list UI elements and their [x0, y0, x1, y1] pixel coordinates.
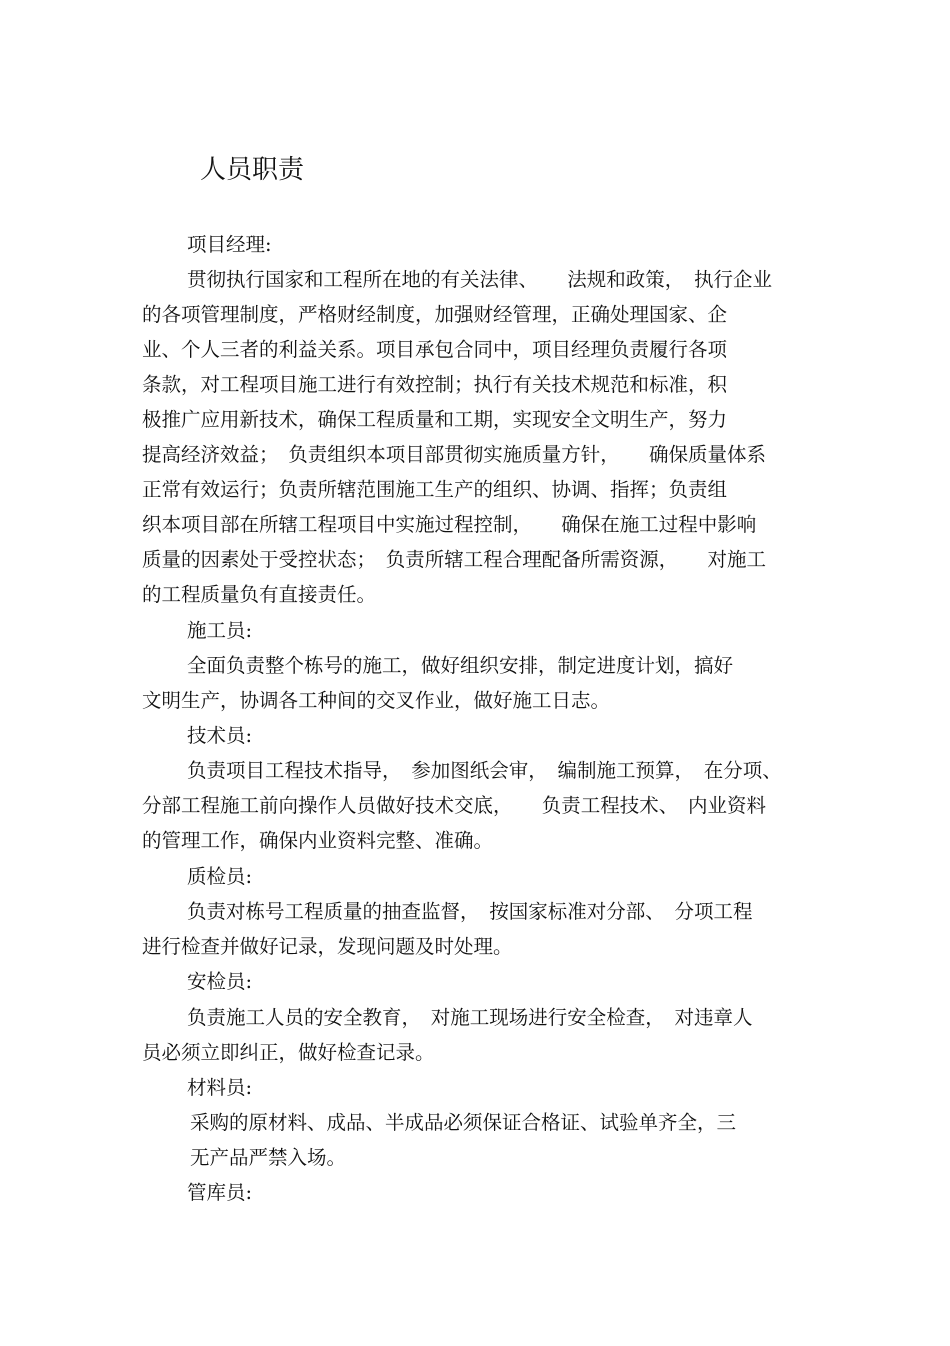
paragraph-line: 文明生产，协调各工种间的交叉作业，做好施工日志。 [142, 689, 611, 712]
paragraph-line: 贯彻执行国家和工程所在地的有关法律、 法规和政策， 执行企业 [187, 268, 773, 291]
role-heading-safety-inspector: 安检员: [187, 970, 253, 993]
paragraph-line: 员必须立即纠正，做好检查记录。 [142, 1041, 435, 1064]
role-heading-material-officer: 材料员: [187, 1076, 253, 1099]
paragraph-line: 的各项管理制度，严格财经制度，加强财经管理，正确处理国家、企 [142, 303, 728, 326]
paragraph-line: 正常有效运行；负责所辖范围施工生产的组织、协调、指挥；负责组 [142, 478, 728, 501]
page-title: 人员职责 [200, 155, 305, 185]
role-heading-technician: 技术员: [187, 724, 253, 747]
paragraph-line: 业、个人三者的利益关系。项目承包合同中，项目经理负责履行各项 [142, 338, 728, 361]
paragraph-line: 质量的因素处于受控状态； 负责所辖工程合理配备所需资源， 对施工 [142, 548, 767, 571]
paragraph-line: 负责项目工程技术指导， 参加图纸会审， 编制施工预算， 在分项、 [187, 759, 782, 782]
paragraph-line: 负责对栋号工程质量的抽查监督， 按国家标准对分部、 分项工程 [187, 900, 753, 923]
paragraph-line: 进行检查并做好记录，发现问题及时处理。 [142, 935, 513, 958]
paragraph-line: 织本项目部在所辖工程项目中实施过程控制， 确保在施工过程中影响 [142, 513, 757, 536]
paragraph-line: 提高经济效益； 负责组织本项目部贯彻实施质量方针， 确保质量体系 [142, 443, 767, 466]
paragraph-line: 采购的原材料、成品、半成品必须保证合格证、试验单齐全，三 [190, 1111, 737, 1134]
paragraph-line: 全面负责整个栋号的施工，做好组织安排，制定进度计划，搞好 [187, 654, 734, 677]
role-heading-construction-worker: 施工员: [187, 619, 253, 642]
paragraph-line: 条款，对工程项目施工进行有效控制；执行有关技术规范和标准，积 [142, 373, 728, 396]
paragraph-line: 分部工程施工前向操作人员做好技术交底， 负责工程技术、 内业资料 [142, 794, 767, 817]
paragraph-line: 的管理工作，确保内业资料完整、准确。 [142, 829, 494, 852]
paragraph-line: 无产品严禁入场。 [190, 1146, 347, 1169]
paragraph-line: 的工程质量负有直接责任。 [142, 583, 377, 606]
paragraph-line: 极推广应用新技术，确保工程质量和工期，实现安全文明生产，努力 [142, 408, 728, 431]
paragraph-line: 负责施工人员的安全教育， 对施工现场进行安全检查， 对违章人 [187, 1006, 753, 1029]
role-heading-project-manager: 项目经理: [187, 233, 272, 256]
role-heading-warehouse-keeper: 管库员: [187, 1181, 253, 1204]
role-heading-quality-inspector: 质检员: [187, 865, 253, 888]
